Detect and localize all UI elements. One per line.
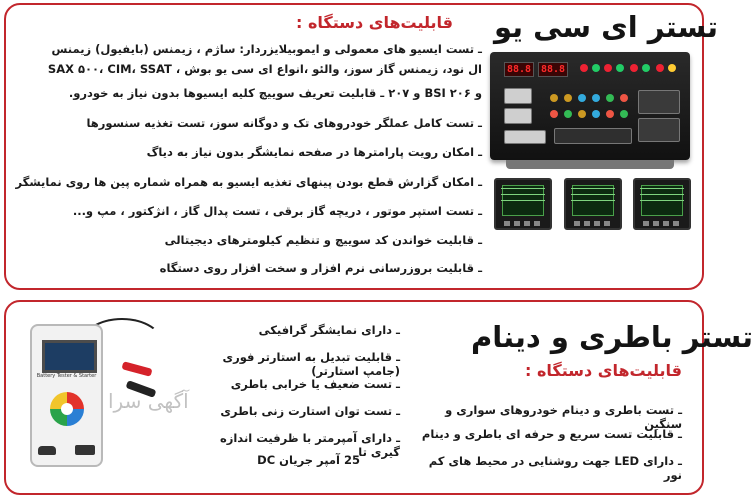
control-knob [592,110,600,118]
display-screenshot [633,178,691,230]
battery-feature-item: ـ دارای نمایشگر گرافیکی [258,323,400,337]
ecu-capabilities-heading: قابلیت‌های دستگاه : [296,13,454,32]
connector-port [504,88,532,104]
ecu-feature-item: ـ امکان رویت پارامترها در صفحه نمایشگر بدون نیاز به دیاگ [146,145,482,159]
control-knob [550,110,558,118]
control-knob [620,110,628,118]
battery-feature-item: ـ تست توان استارت زنی باطری [220,404,400,418]
control-knob [592,94,600,102]
ecu-tester-title: تستر ای سی یو [494,10,719,44]
ecu-feature-item: ـ امکان گزارش قطع بودن پینهای تغذیه ایسیو به همراه شماره پین ها روی نمایشگر [15,175,482,189]
device-stand [506,160,674,169]
control-knob [606,110,614,118]
ecu-feature-item: ـ تست ایسیو های معمولی و ایموبیلایزردار: ساژم ، زیمنس (بایفیول) زیمنس [51,42,482,56]
battery-feature-item: ـ قابلیت تست سریع و حرفه ای باطری و دینام [421,427,682,441]
battery-capabilities-heading: قابلیت‌های دستگاه : [525,361,683,380]
indicator-light [656,64,664,72]
indicator-light [580,64,588,72]
indicator-light [616,64,624,72]
display-screenshot [494,178,552,230]
indicator-light [592,64,600,72]
control-knob [550,94,558,102]
control-knob [620,94,628,102]
car-icon [38,446,56,455]
control-knob [564,94,572,102]
battery-tester-device-image [30,324,103,467]
battery-feature-item: ـ دارای LED جهت روشنایی در محیط های کم نور [428,454,682,482]
connector-port [554,128,632,144]
ecu-feature-item: ـ تست کامل عملگر خودروهای تک و دوگانه سوز، تست تغذیه سنسورها [86,116,482,130]
device-label: Battery Tester & Starter [36,373,97,379]
ecu-feature-list [8,42,482,283]
battery-feature-list-left [190,323,400,475]
control-knob [564,110,572,118]
display-screenshot [564,178,622,230]
battery-feature-list-right [420,403,682,482]
indicator-light [668,64,676,72]
ecu-feature-item: ـ قابلیت خواندن کد سوییچ و تنظیم کیلومترهای دیجیتالی [164,233,482,247]
control-knob [578,94,586,102]
truck-icon [75,445,95,455]
battery-feature-item: ـ دارای آمپرمتر با ظرفیت اندازه گیری تا [219,431,400,459]
indicator-light [604,64,612,72]
battery-tester-title: تستر باطری و دینام [471,320,753,354]
keypad-icon [50,392,84,426]
battery-feature-item: 25 آمپر جریان DC [257,453,360,467]
indicator-light [642,64,650,72]
connector-port [504,108,532,124]
device-screen [42,340,97,373]
control-knob [606,94,614,102]
battery-feature-item: ـ قابلیت تبدیل به استارتر فوری (جامپ استارتر) [222,350,400,378]
ecu-feature-item: ال نود، زیمنس گاز سوز، والئو ،انواع ای سی یو بوش ، SAX ۵۰۰، CIM، SSAT [47,62,482,76]
watermark: آگهی سرا [108,389,189,413]
ecu-feature-item: ـ قابلیت بروزرسانی نرم افزار و سخت افزار روی دستگاه [159,261,482,275]
connector-port [504,130,546,144]
connector-port [638,118,680,142]
battery-feature-item: ـ تست ضعیف یا خرابی باطری [230,377,400,391]
indicator-light [630,64,638,72]
ecu-feature-item: و BSI ۲۰۶ و ۲۰۷ ـ قابلیت تعریف سوییچ کلیه ایسیوها بدون نیاز به خودرو. [68,86,482,100]
battery-feature-item: ـ تست باطری و دینام خودروهای سواری و سنگین [445,403,682,431]
ecu-tester-device-image [490,52,690,160]
device-display: 88.8 [538,62,568,77]
control-knob [578,110,586,118]
connector-port [638,90,680,114]
ecu-feature-item: ـ تست استپر موتور ، دریچه گاز برقی ، تست پدال گاز ، انژکتور ، مپ و... [72,204,482,218]
device-display: 88.8 [504,62,534,77]
